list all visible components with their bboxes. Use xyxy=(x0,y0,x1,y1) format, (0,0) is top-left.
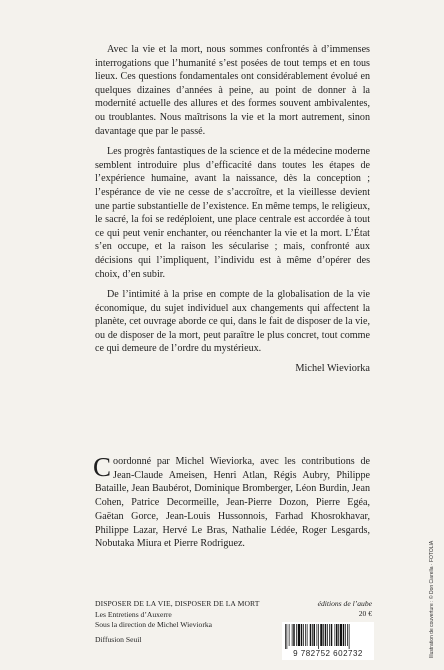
contributors-block xyxy=(93,452,370,551)
diffusion-line: Diffusion Seuil xyxy=(95,634,142,644)
author-signature: Michel Wieviorka xyxy=(295,363,370,375)
isbn-barcode xyxy=(282,622,374,660)
price: 20 € xyxy=(358,609,372,618)
publisher-block xyxy=(278,599,372,619)
publisher-name: éditions de l’aube xyxy=(317,599,372,608)
dropcap-letter: C xyxy=(93,452,112,482)
book-info xyxy=(95,599,305,645)
paragraph-3: De l’intimité à la prise en compte de la globalisation de la vie économique, du sujet individuel aux changements qui affectent la planète, cet ouvrage aborde ce qui, dans le fait de disposer de la vie, ou de disposer de la mort, peut paraître le plus concret, tout comme ce qui demeure de l’ordre du mystérieux. xyxy=(95,289,370,355)
barcode-bars-icon xyxy=(285,624,371,649)
series-name: Les Entretiens d’Auxerre xyxy=(95,609,172,619)
description-text xyxy=(95,43,370,376)
paragraph-1: Avec la vie et la mort, nous sommes confrontés à d’immenses interrogations que l’humanité s’est posées de tout temps et en tous lieux. Ces questions fondamentales ont considérablement évolué en quelques dizaines d’années à peine, au point de donner à la modernité actuelle des allures et des formes souvent ambivalentes, ou troublantes. Nous maîtrisons la vie et la mort autrement, sinon davantage que par le passé. xyxy=(95,44,370,137)
book-title: DISPOSER DE LA VIE, DISPOSER DE LA MORT xyxy=(95,599,260,608)
illustration-credit: Illustration de couverture : © Don Ciarella · FOTOLIA xyxy=(429,540,435,658)
isbn-number: 9 782752 602732 xyxy=(293,649,363,658)
paragraph-2: Les progrès fantastiques de la science et de la médecine moderne semblent introduire plus d’efficacité dans toutes les étapes de l’expérience humaine, avant la naissance, dès la conception ; l’espérance de vie ne cesse de s’accroître, et la vieillesse devient une partie substantielle de l’existence. En même temps, le religieux, le sacré, la foi se redéploient, une place centrale est accordée à tout ce qui peut venir enchanter, ou réenchanter la vie et la mort. L’État s’en occupe, et la raison les sécularise ; mais, confronté aux décisions qui l’impliquent, l’individu est à même d’opérer des choix, d’en subir. xyxy=(95,146,370,280)
direction-line: Sous la direction de Michel Wieviorka xyxy=(95,620,213,629)
contributors-text: oordonné par Michel Wieviorka, avec les contributions de Jean-Claude Ameisen, Henri Atlan, Régis Aubry, Philippe Bataille, Jean Baubérot, Dominique Bromberger, Léon Burdin, Jean Cohen, Patrice Decormeille, Jean-Pierre Dozon, Pierre Egéa, Gaëtan Gorce, Jean-Louis Hussonnois, Farhad Khosrokhavar, Philippe Lazar, Hervé Le Bras, Nathalie Lédée, Roger Lesgards, Nobutaka Miura et Pierre Rodriguez. xyxy=(95,456,370,550)
